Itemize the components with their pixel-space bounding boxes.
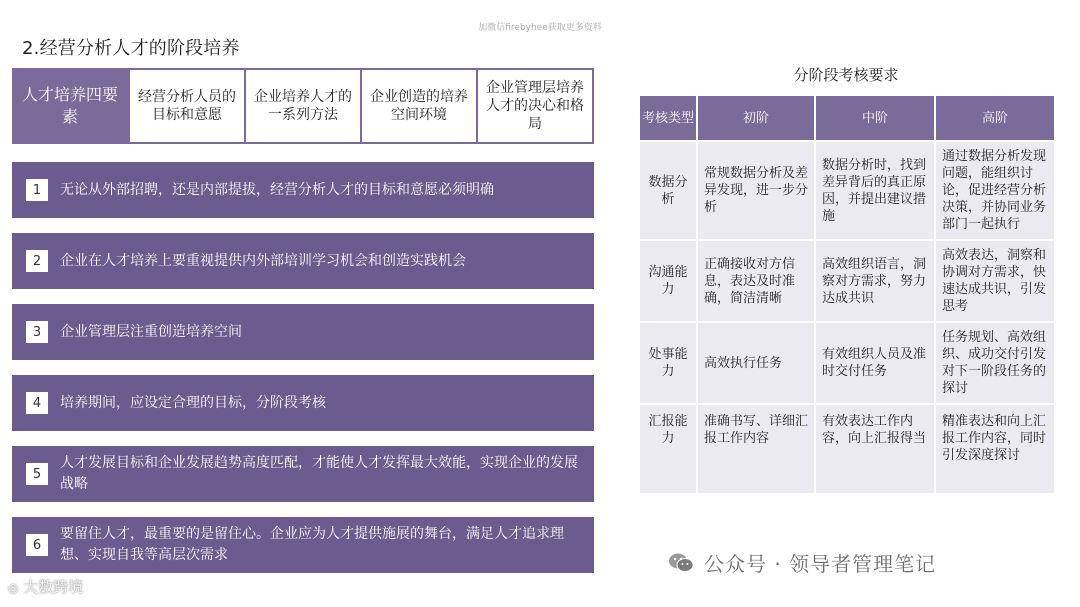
item-text: 企业在人才培养上要重视提供内外部培训学习机会和创造实践机会 (60, 252, 466, 269)
header-junior: 初阶 (697, 95, 815, 141)
bottom-left-watermark (8, 576, 83, 597)
item-number-badge: 6 (26, 534, 48, 556)
cell-junior-text: 准确书写、详细汇报工作内容 (704, 414, 808, 446)
list-item (12, 375, 594, 431)
key-points-list (12, 162, 594, 588)
cell-senior-text: 精准表达和向上汇报工作内容，同时引发深度探讨 (942, 414, 1047, 463)
item-number-badge: 2 (26, 250, 48, 272)
row-type: 沟通能力 (639, 240, 697, 322)
item-text: 无论从外部招聘，还是内部提拔，经营分析人才的目标和意愿必须明确 (60, 181, 494, 198)
item-text: 培养期间，应设定合理的目标，分阶段考核 (60, 394, 326, 411)
cell-junior: 常规数据分析及差异发现，进一步分析 (697, 141, 815, 240)
list-item (12, 162, 594, 218)
list-item (12, 446, 594, 502)
assessment-table-title: 分阶段考核要求 (793, 66, 899, 84)
cell-senior (935, 404, 1055, 494)
watermark-logo-icon: ◎ (8, 581, 19, 595)
table-row (639, 404, 1055, 494)
four-elements-band (12, 68, 594, 144)
cell-mid: 有效组织人员及准时交付任务 (815, 322, 935, 404)
header-senior: 高阶 (935, 95, 1055, 141)
header-type: 考核类型 (639, 95, 697, 141)
assessment-table (638, 94, 1056, 495)
cell-junior: 正确接收对方信息，表达及时准确，简洁清晰 (697, 240, 815, 322)
table-row (639, 141, 1055, 240)
row-type-text: 汇报能力 (648, 414, 688, 446)
item-number-badge: 1 (26, 179, 48, 201)
wechat-icon (668, 552, 694, 574)
row-type (639, 404, 697, 494)
item-text: 人才发展目标和企业发展趋势高度匹配，才能使人才发挥最大效能，实现企业的发展战略 (60, 455, 578, 492)
cell-senior: 高效表达，洞察和协调对方需求，快速达成共识，引发思考 (935, 240, 1055, 322)
cell-junior: 高效执行任务 (697, 322, 815, 404)
cell-mid-text: 有效表达工作内容，向上汇报得当 (822, 414, 927, 446)
item-number-badge: 4 (26, 392, 48, 414)
table-row (639, 240, 1055, 322)
header-mid: 中阶 (815, 95, 935, 141)
wechat-watermark-text: 公众号 · 领导者管理笔记 (704, 552, 937, 576)
list-item (12, 517, 594, 573)
cell-junior (697, 404, 815, 494)
table-header-row (639, 95, 1055, 141)
four-elements-label: 人才培养四要素 (21, 85, 118, 126)
element-training-methods: 企业培养人才的一系列方法 (246, 70, 360, 142)
cell-mid (815, 404, 935, 494)
cell-mid: 数据分析时，找到差异背后的真正原因，并提出建议措施 (815, 141, 935, 240)
element-goal-willingness: 经营分析人员的目标和意愿 (130, 70, 244, 142)
item-number-badge: 5 (26, 463, 48, 485)
cell-senior: 通过数据分析发现问题，能组织讨论，促进经营分析决策，并协同业务部门一起执行 (935, 141, 1055, 240)
cell-mid: 高效组织语言，洞察对方需求，努力达成共识 (815, 240, 935, 322)
cell-senior: 任务规划、高效组织、成功交付引发对下一阶段任务的探讨 (935, 322, 1055, 404)
item-text: 企业管理层注重创造培养空间 (60, 323, 242, 340)
page-title: 2.经营分析人才的阶段培养 (22, 38, 240, 59)
list-item (12, 233, 594, 289)
item-number-badge: 3 (26, 321, 48, 343)
table-row (639, 322, 1055, 404)
top-watermark: 加微信firebyhee获取更多资料 (478, 23, 602, 33)
bottom-left-watermark-text: 大数跨境 (23, 578, 84, 596)
element-training-space: 企业创造的培养空间环境 (362, 70, 476, 142)
row-type: 处事能力 (639, 322, 697, 404)
item-text: 要留住人才，最重要的是留住心。企业应为人才提供施展的舞台，满足人才追求理想、实现自我等高层次需求 (60, 526, 564, 563)
row-type: 数据分析 (639, 141, 697, 240)
element-management-determination: 企业管理层培养人才的决心和格局 (478, 70, 592, 142)
wechat-watermark (668, 548, 936, 577)
list-item (12, 304, 594, 360)
